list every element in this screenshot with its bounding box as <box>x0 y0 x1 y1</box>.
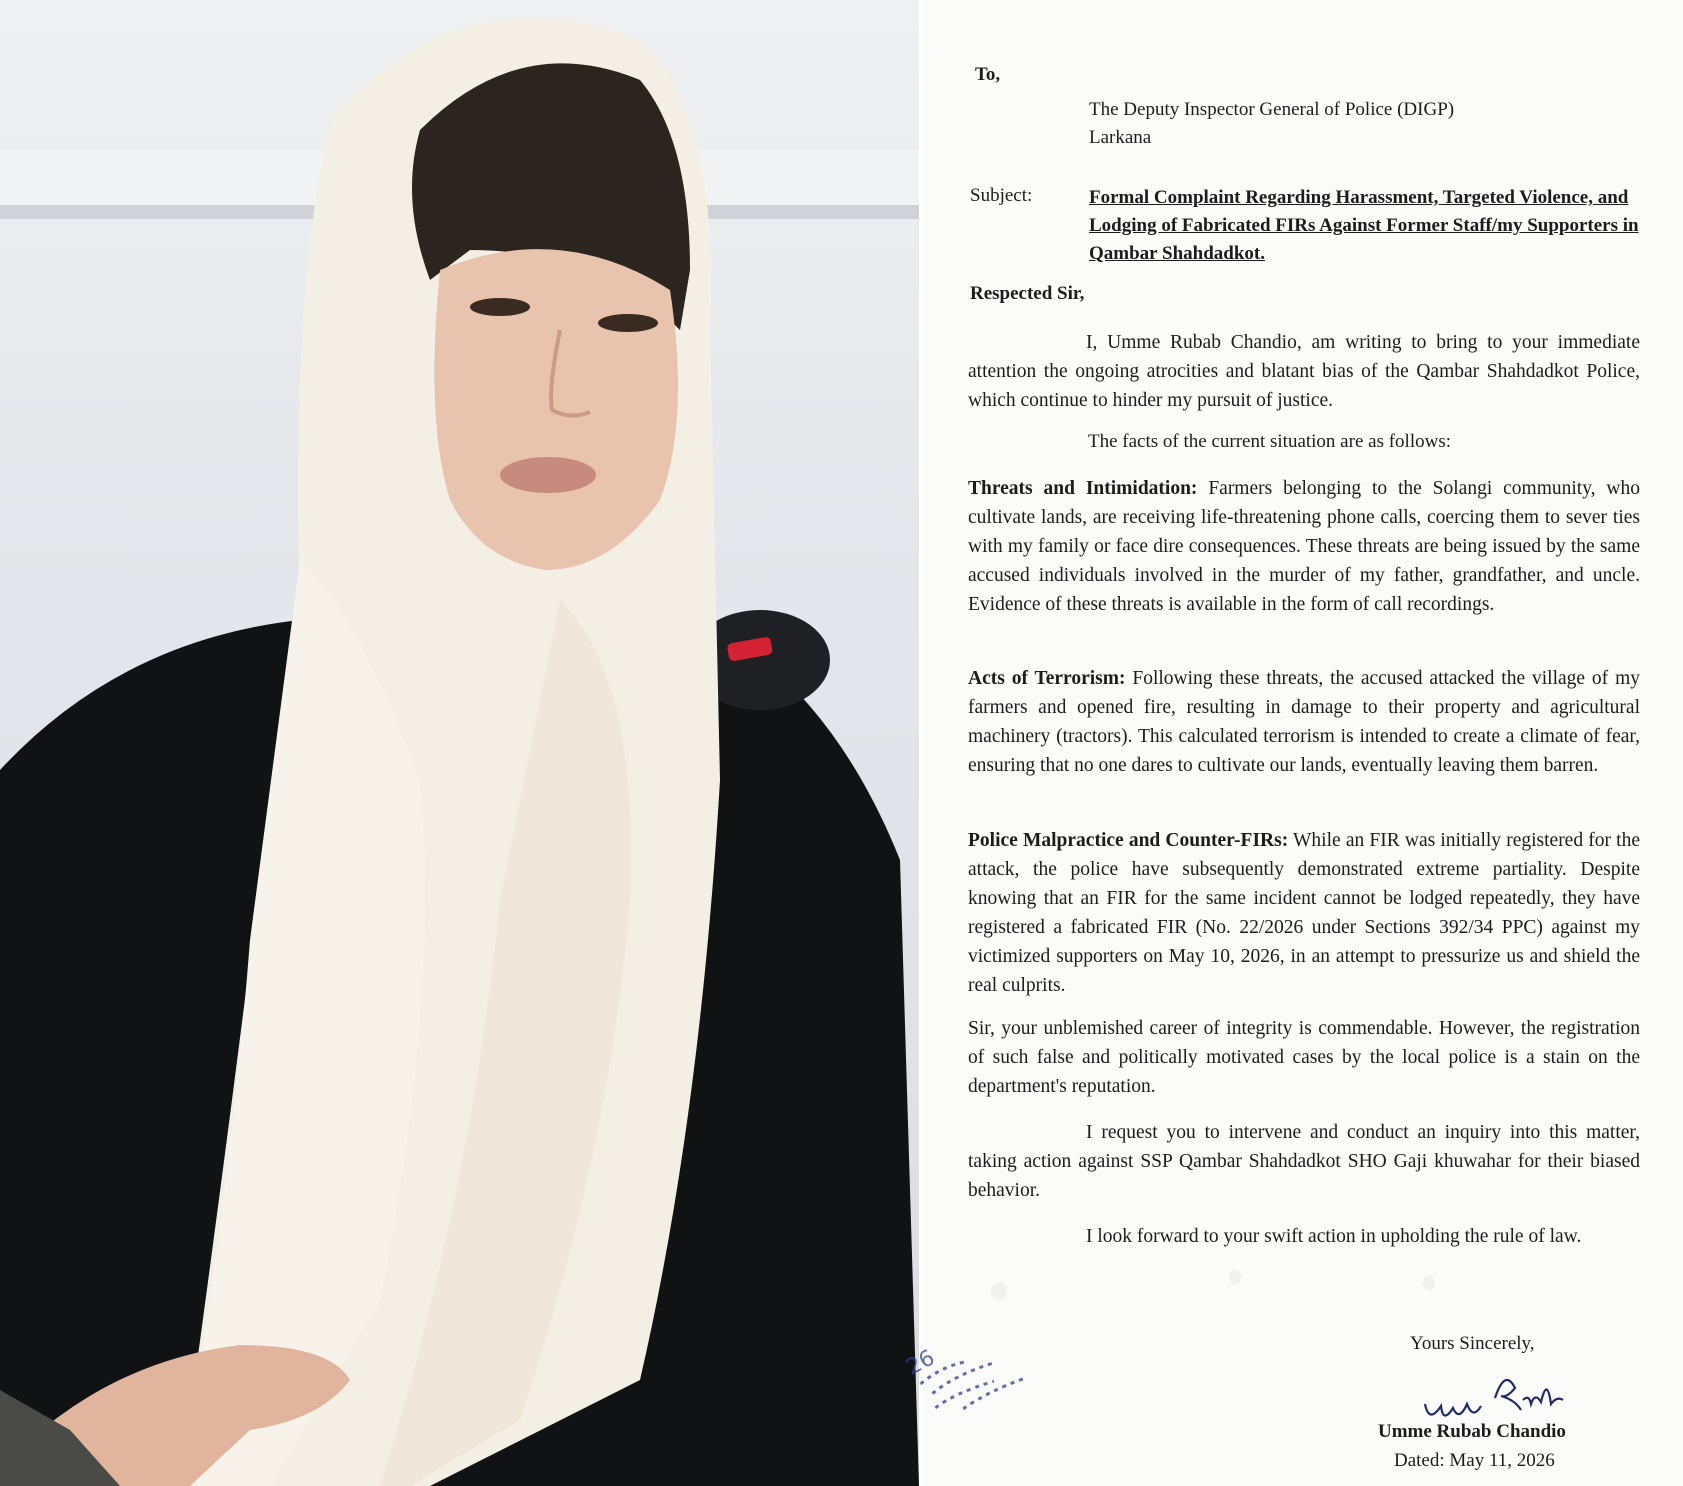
terror-text: Following these threats, the accused attacked the village of my farmers and opened fire, resulting in damage to their property and agricultural machinery (tractors). This calculated terrorism is intended to create a climate of fear, ensuring that no one dares to cultivate our lands, eventually leaving them barren. <box>968 668 1640 776</box>
threats-paragraph <box>968 474 1640 619</box>
handwritten-signature <box>1419 1358 1569 1428</box>
integrity-paragraph: Sir, your unblemished career of integrity is commendable. However, the registration of such false and politically motivated cases by the local police is a stain on the department's reputation. <box>968 1018 1640 1097</box>
threats-text: Farmers belonging to the Solangi community, who cultivate lands, are receiving life-threatening phone calls, coercing them to sever ties with my family or face dire consequences. These threats are being issued by the same accused individuals involved in the murder of my father, grandfather, and uncle. Evidence of these threats is available in the form of call recordings. <box>968 478 1641 615</box>
received-stamp <box>902 1283 1111 1469</box>
closing-paragraph: I look forward to your swift action in upholding the rule of law. <box>1086 1226 1582 1247</box>
subject-label: Subject: <box>970 185 1033 206</box>
paper-mark <box>1229 1270 1241 1284</box>
stamp-number: 26 <box>902 1345 939 1381</box>
paper-mark <box>1423 1276 1435 1290</box>
to-label: To, <box>975 64 1001 85</box>
left-eye <box>470 298 530 316</box>
paper-mark <box>991 1282 1007 1300</box>
recipient-city: Larkana <box>1089 127 1152 148</box>
intro-paragraph: I, Umme Rubab Chandio, am writing to bring to your immediate attention the ongoing atrocities and blatant bias of the Qambar Shahdadkot Police, which continue to hinder my pursuit of justice. <box>968 332 1640 411</box>
facts-intro: The facts of the current situation are as follows: <box>1088 431 1451 452</box>
police-paragraph <box>968 826 1640 1000</box>
request-paragraph: I request you to intervene and conduct an inquiry into this matter, taking action against SSP Qambar Shahdadkot SHO Gaji khuwahar for their biased behavior. <box>968 1122 1640 1201</box>
date-line: Dated: May 11, 2026 <box>1394 1450 1555 1471</box>
police-text: While an FIR was initially registered for the attack, the police have subsequently demonstrated extreme partiality. Despite knowing that an FIR for the same incident cannot be lodged repeatedly, they have registered a fabricated FIR (No. 22/2026 under Sections 392/34 PPC) against my victimized supporters on May 10, 2026, in an attempt to pressurize us and shield the real culprits. <box>968 830 1640 996</box>
police-heading: Police Malpractice and Counter-FIRs: <box>968 830 1289 851</box>
recipient-title: The Deputy Inspector General of Police (DIGP) <box>1089 99 1455 120</box>
salutation: Respected Sir, <box>970 283 1085 304</box>
terror-paragraph <box>968 664 1640 780</box>
lips <box>500 457 596 493</box>
threats-heading: Threats and Intimidation: <box>968 478 1198 499</box>
sign-off: Yours Sincerely, <box>1410 1333 1535 1354</box>
face <box>434 249 678 570</box>
right-eye <box>598 314 658 332</box>
signer-name: Umme Rubab Chandio <box>1378 1421 1566 1442</box>
subject-text: Formal Complaint Regarding Harassment, Targeted Violence, and Lodging of Fabricated FIRs Against Former Staff/my Supporters in Qambar Shahdadkot. <box>1089 187 1639 264</box>
terror-heading: Acts of Terrorism: <box>968 668 1126 689</box>
complaint-letter <box>902 0 1683 1486</box>
